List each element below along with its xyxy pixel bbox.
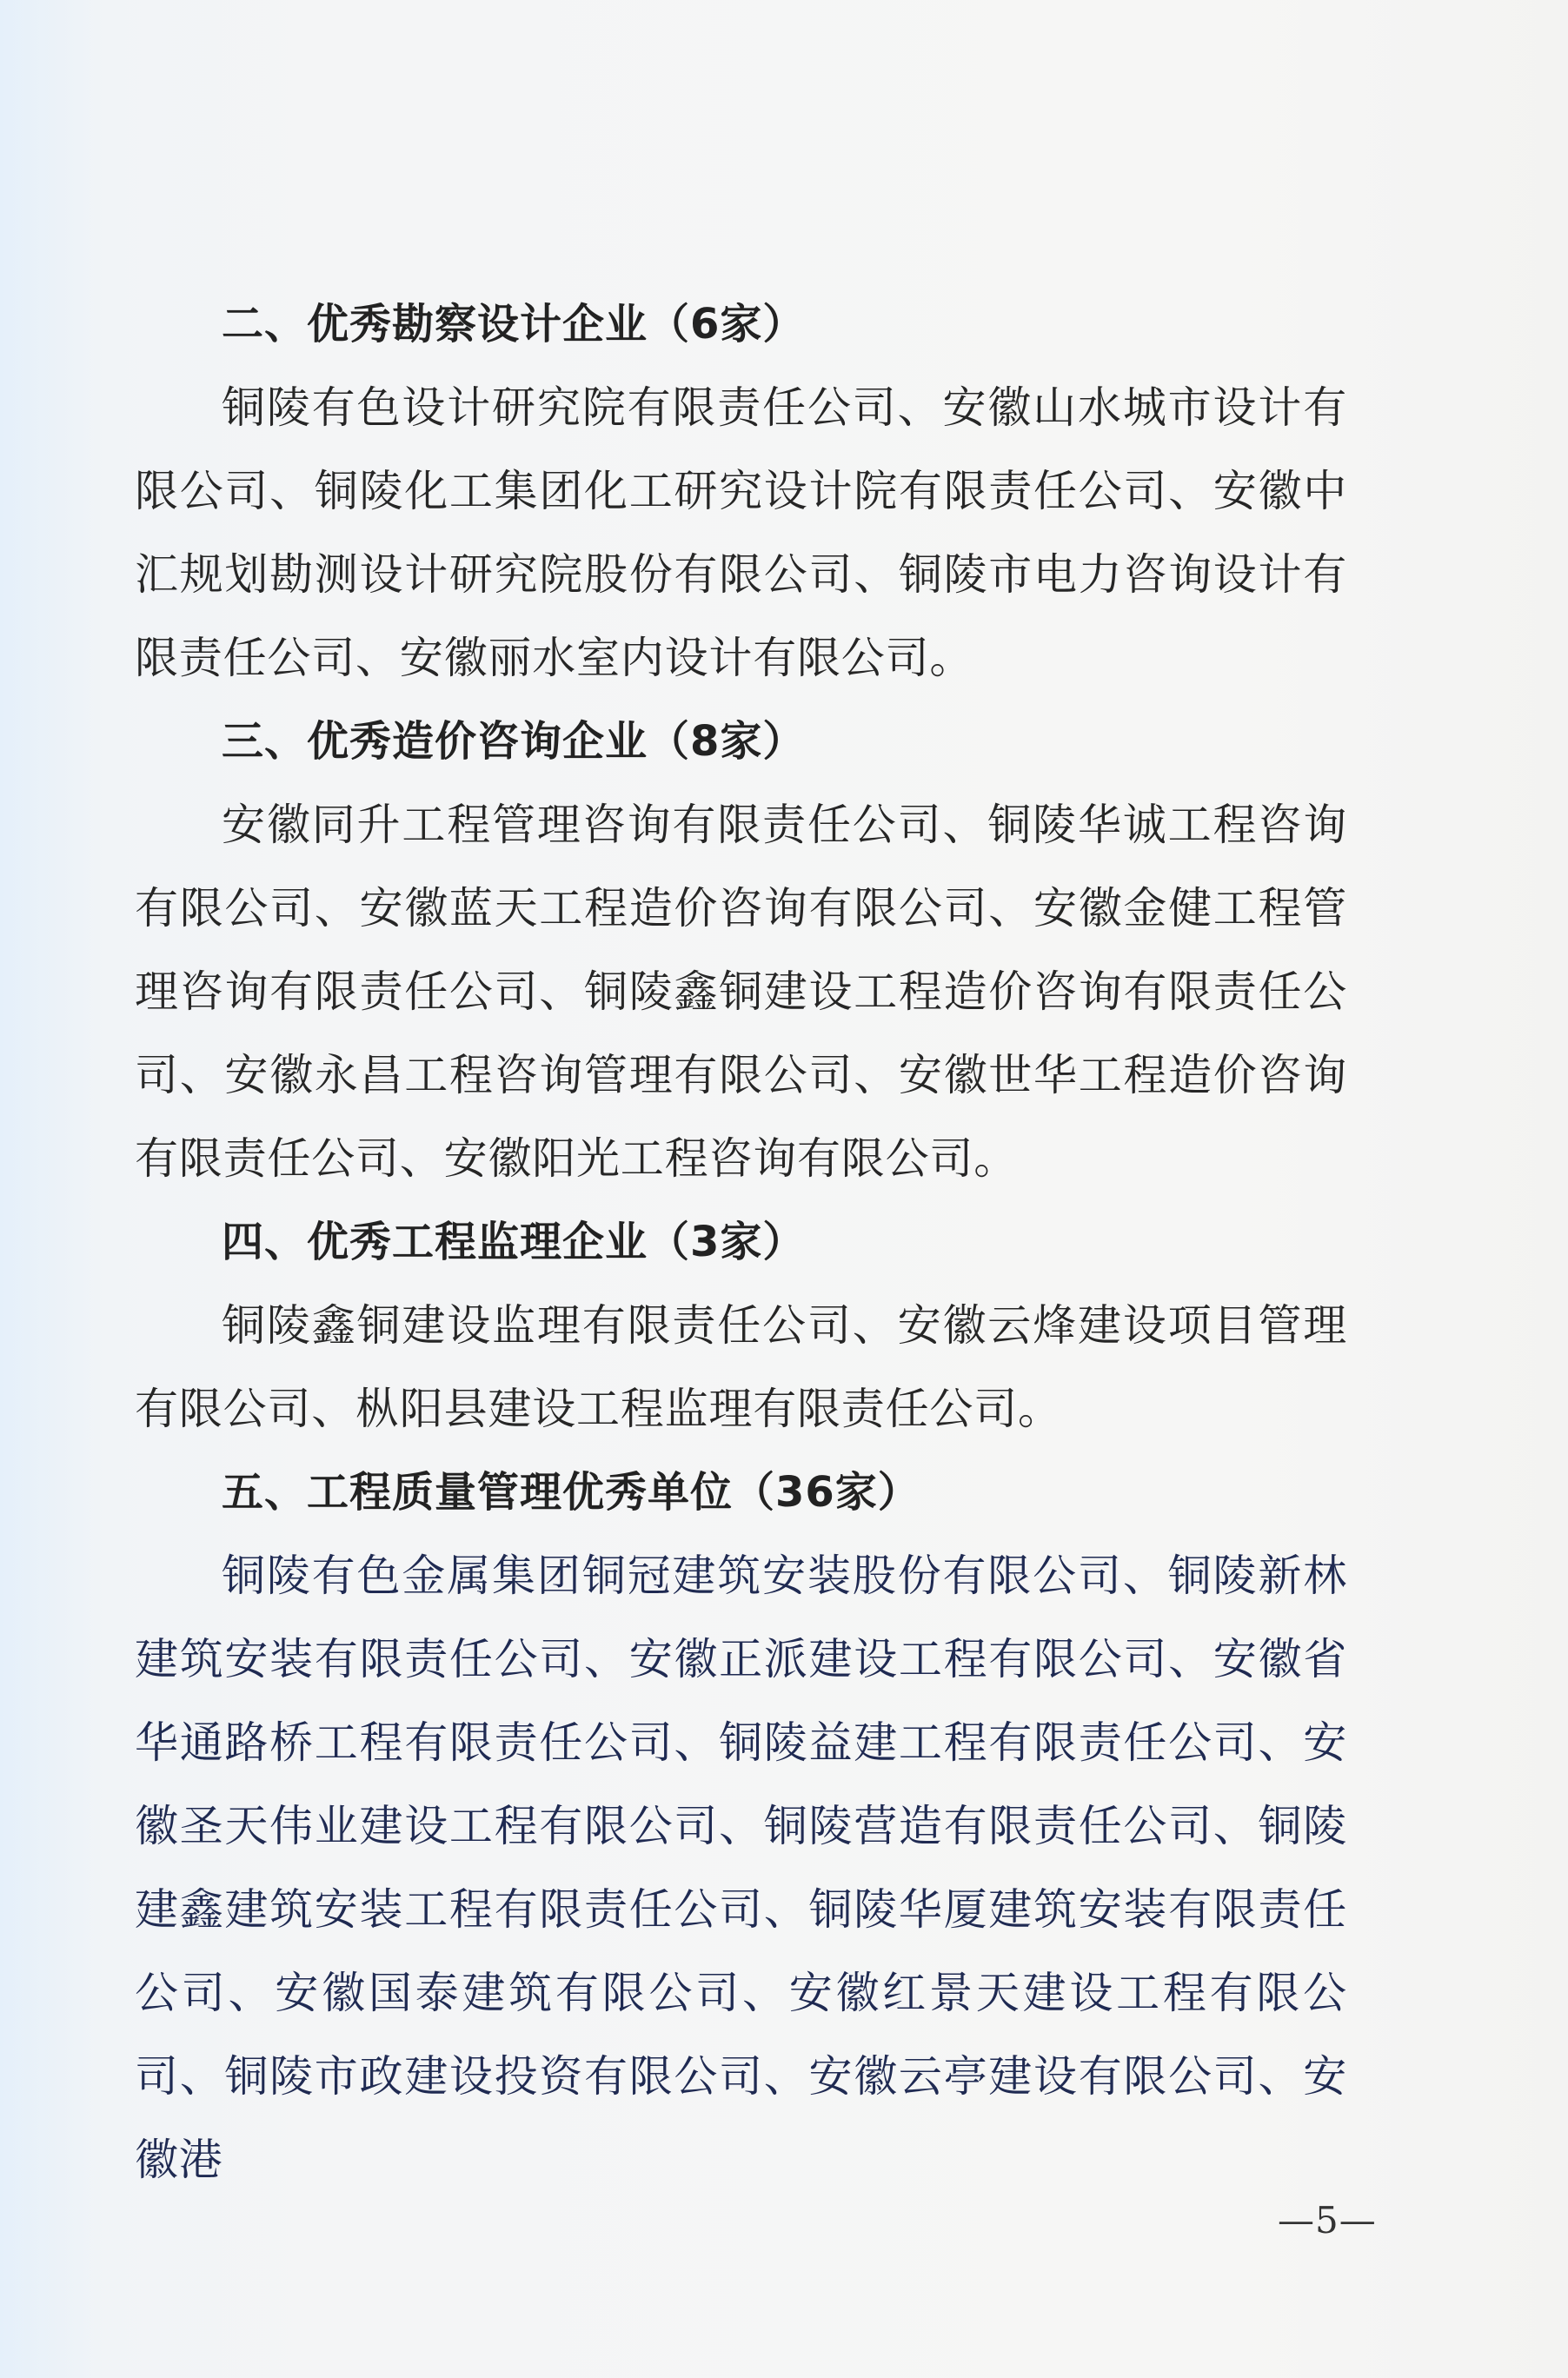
- section-engineering-supervision: [135, 1200, 1347, 1451]
- section-survey-design: [135, 282, 1347, 700]
- section-heading: 三、优秀造价咨询企业（8家）: [222, 717, 806, 766]
- section-quality-management: [135, 1451, 1347, 2202]
- section-body: 铜陵有色金属集团铜冠建筑安装股份有限公司、铜陵新林建筑安装有限责任公司、安徽正派建设工程有限公司、安徽省华通路桥工程有限责任公司、铜陵益建工程有限责任公司、安徽圣天伟业建设工程有限公司、铜陵营造有限责任公司、铜陵建鑫建筑安装工程有限责任公司、铜陵华厦建筑安装有限责任公司、安徽国泰建筑有限公司、安徽红景天建设工程有限公司、铜陵市政建设投资有限公司、安徽云亭建设有限公司、安徽港: [135, 1551, 1347, 2185]
- section-heading: 四、优秀工程监理企业（3家）: [222, 1218, 806, 1266]
- section-body: 安徽同升工程管理咨询有限责任公司、铜陵华诚工程咨询有限公司、安徽蓝天工程造价咨询有限公司、安徽金健工程管理咨询有限责任公司、铜陵鑫铜建设工程造价咨询有限责任公司、安徽永昌工程咨询管理有限公司、安徽世华工程造价咨询有限责任公司、安徽阳光工程咨询有限公司。: [135, 800, 1347, 1184]
- section-body: 铜陵有色设计研究院有限责任公司、安徽山水城市设计有限公司、铜陵化工集团化工研究设计院有限责任公司、安徽中汇规划勘测设计研究院股份有限公司、铜陵市电力咨询设计有限责任公司、安徽丽水室内设计有限公司。: [135, 382, 1347, 683]
- section-body: 铜陵鑫铜建设监理有限责任公司、安徽云烽建设项目管理有限公司、枞阳县建设工程监理有限责任公司。: [135, 1300, 1347, 1434]
- section-heading: 二、优秀勘察设计企业（6家）: [222, 300, 806, 349]
- document-content: [135, 282, 1347, 2202]
- page-number: —5—: [1278, 2199, 1377, 2242]
- section-heading: 五、工程质量管理优秀单位（36家）: [222, 1468, 920, 1517]
- section-cost-consulting: [135, 700, 1347, 1200]
